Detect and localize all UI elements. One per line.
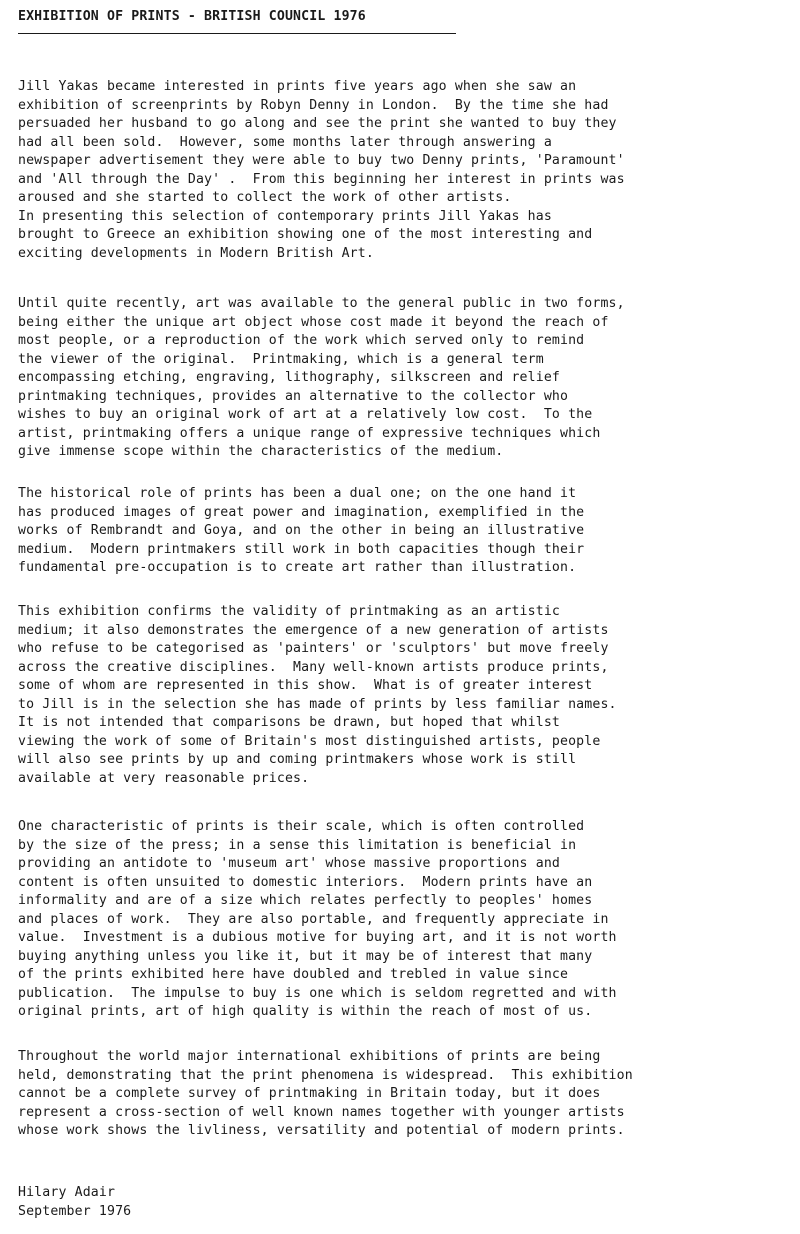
text-line: original prints, art of high quality is within the reach of most of us. [18, 1004, 593, 1019]
text-line: represent a cross-section of well known names together with younger artists [18, 1104, 625, 1120]
text-line: fundamental pre-occupation is to create art rather than illustration. [18, 560, 577, 575]
text-line: give immense scope within the characteristics of the medium. [18, 444, 504, 459]
text-line: viewing the work of some of Britain's most distinguished artists, people [18, 733, 601, 749]
text-line: and places of work. They are also portable, and frequently appreciate in [18, 911, 609, 927]
text-line: The historical role of prints has been a dual one; on the one hand it [18, 486, 577, 501]
text-line: had all been sold. However, some months later through answering a [18, 134, 552, 150]
text-line: medium; it also demonstrates the emergence of a new generation of artists [18, 622, 609, 638]
text-line: and 'All through the Day' . From this beginning her interest in prints was [18, 171, 625, 187]
text-line: will also see prints by up and coming printmakers whose work is still [18, 752, 577, 767]
paragraph-4 [18, 603, 617, 788]
signature-date: September 1976 [18, 1203, 132, 1219]
text-line: aroused and she started to collect the work of other artists. [18, 190, 512, 205]
text-line: It is not intended that comparisons be drawn, but hoped that whilst [18, 715, 560, 730]
text-line: In presenting this selection of contemporary prints Jill Yakas has [18, 208, 552, 224]
text-line: encompassing etching, engraving, lithography, silkscreen and relief [18, 370, 560, 385]
text-line: the viewer of the original. Printmaking, which is a general term [18, 351, 544, 367]
text-line: Until quite recently, art was available to the general public in two forms, [18, 296, 625, 311]
text-line: cannot be a complete survey of printmaking in Britain today, but it does [18, 1086, 601, 1101]
text-line: who refuse to be categorised as 'painters' or 'sculptors' but move freely [18, 641, 609, 656]
text-line: content is often unsuited to domestic interiors. Modern prints have an [18, 874, 593, 890]
paragraph-3 [18, 485, 584, 578]
text-line: providing an antidote to 'museum art' whose massive proportions and [18, 856, 560, 871]
text-line: exhibition of screenprints by Robyn Denny in London. By the time she had [18, 97, 609, 113]
text-line: newspaper advertisement they were able to buy two Denny prints, 'Paramount' [18, 153, 625, 168]
paragraph-6 [18, 1048, 633, 1141]
text-line: medium. Modern printmakers still work in both capacities though their [18, 541, 585, 557]
text-line: printmaking techniques, provides an alternative to the collector who [18, 388, 569, 404]
text-line: whose work shows the livliness, versatility and potential of modern prints. [18, 1123, 625, 1138]
text-line: exciting developments in Modern British Art. [18, 245, 374, 261]
text-line: some of whom are represented in this show. What is of greater interest [18, 678, 593, 693]
text-line: brought to Greece an exhibition showing one of the most interesting and [18, 227, 593, 242]
paragraph-2 [18, 295, 625, 462]
text-line: has produced images of great power and imagination, exemplified in the [18, 504, 585, 520]
text-line: across the creative disciplines. Many well-known artists produce prints, [18, 659, 609, 675]
heading-underline [18, 33, 456, 34]
text-line: value. Investment is a dubious motive for buying art, and it is not worth [18, 930, 617, 945]
text-line: buying anything unless you like it, but it may be of interest that many [18, 948, 593, 964]
text-line: being either the unique art object whose cost made it beyond the reach of [18, 314, 609, 330]
text-line: wishes to buy an original work of art at a relatively low cost. To the [18, 407, 593, 422]
text-line: most people, or a reproduction of the work which served only to remind [18, 333, 585, 348]
text-line: informality and are of a size which relates perfectly to peoples' homes [18, 893, 593, 908]
paragraph-5 [18, 818, 617, 1022]
text-line: of the prints exhibited here have doubled and trebled in value since [18, 967, 569, 982]
text-line: This exhibition confirms the validity of printmaking as an artistic [18, 604, 560, 619]
text-line: held, demonstrating that the print phenomena is widespread. This exhibition [18, 1067, 633, 1083]
text-line: Throughout the world major international exhibitions of prints are being [18, 1049, 601, 1064]
text-line: Jill Yakas became interested in prints five years ago when she saw an [18, 79, 577, 94]
text-line: by the size of the press; in a sense this limitation is beneficial in [18, 837, 577, 853]
signature-block [18, 1184, 131, 1221]
text-line: publication. The impulse to buy is one which is seldom regretted and with [18, 985, 617, 1001]
signature-name: Hilary Adair [18, 1185, 116, 1200]
text-line: persuaded her husband to go along and see the print she wanted to buy they [18, 116, 617, 131]
document-heading: EXHIBITION OF PRINTS - BRITISH COUNCIL 1976 [18, 9, 366, 24]
text-line: to Jill is in the selection she has made of prints by less familiar names. [18, 696, 617, 712]
text-line: artist, printmaking offers a unique range of expressive techniques which [18, 425, 601, 441]
text-line: available at very reasonable prices. [18, 770, 310, 786]
paragraph-1 [18, 78, 625, 263]
text-line: works of Rembrandt and Goya, and on the other in being an illustrative [18, 523, 585, 538]
text-line: One characteristic of prints is their scale, which is often controlled [18, 819, 585, 834]
